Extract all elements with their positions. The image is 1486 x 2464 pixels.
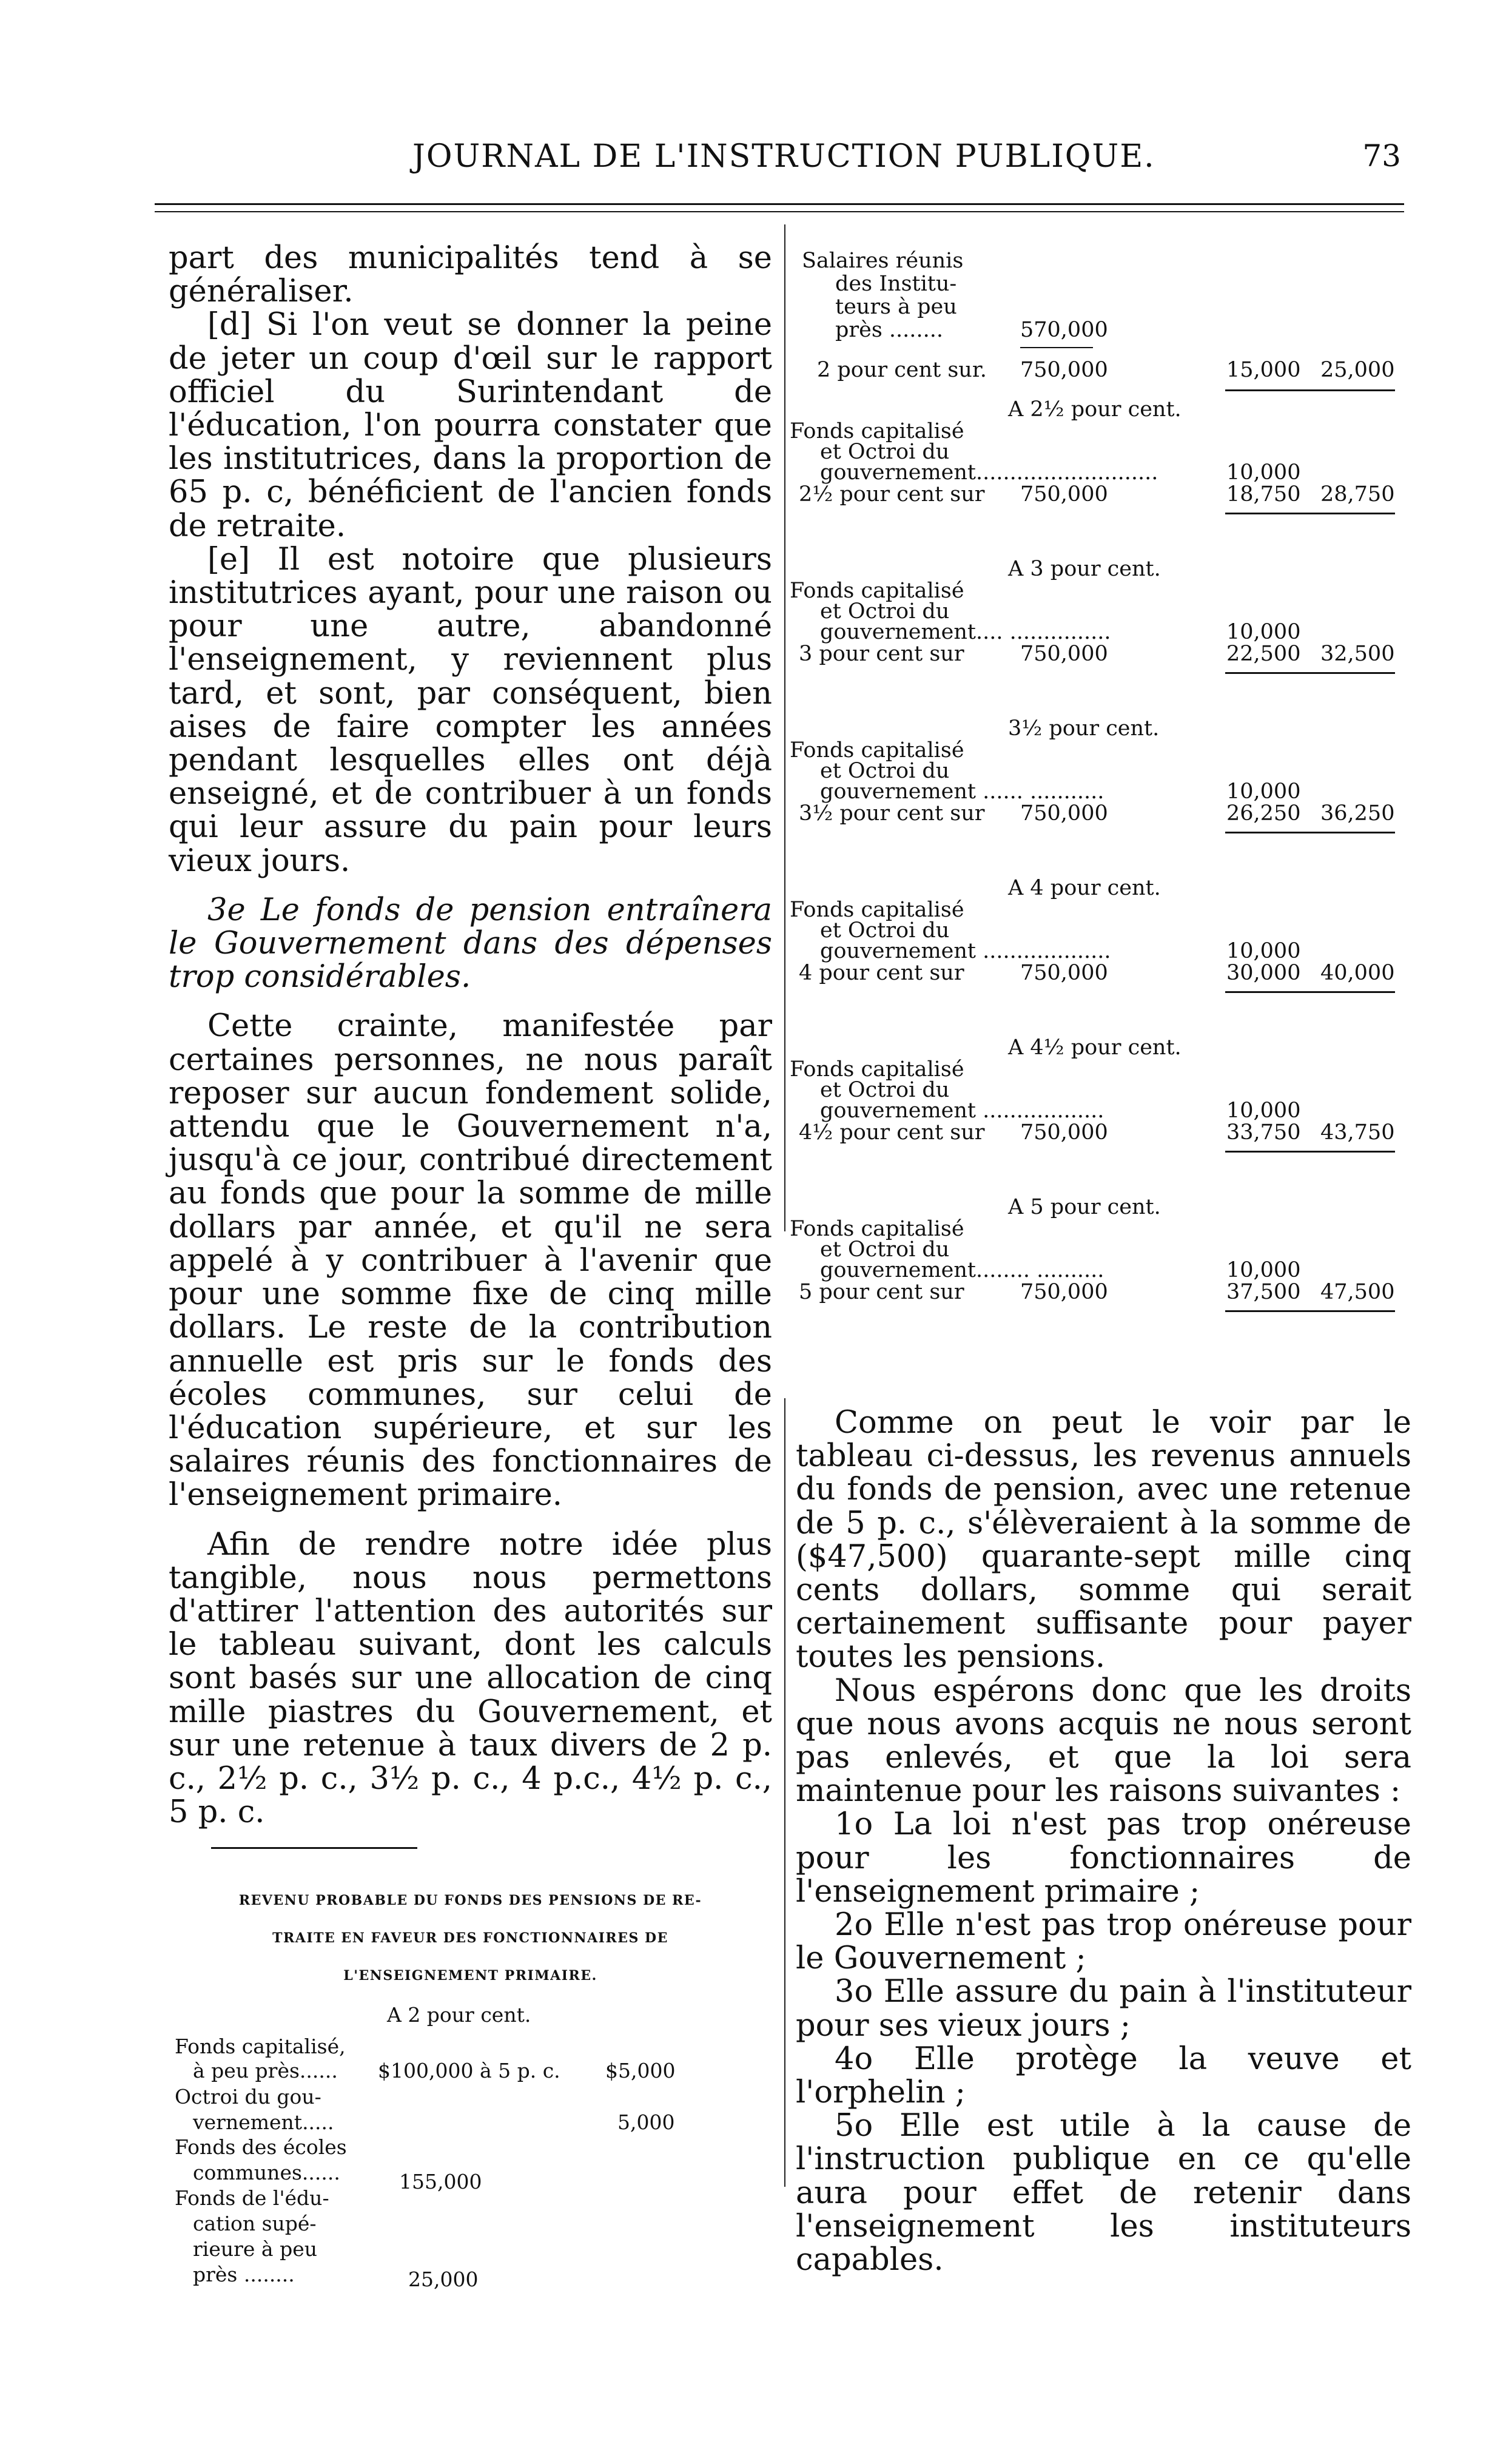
left-column	[169, 241, 772, 2464]
pct-total: 43,750	[1320, 1120, 1395, 1145]
row-label: gouvernement ...... ...........	[820, 779, 1104, 804]
paragraph-esperons: Nous espérons donc que les droits que nous avons acquis ne nous seront pas enlevés, et que la loi sera maintenue pour les raisons suivantes :	[796, 1672, 1411, 1809]
pct-value: 33,750	[1226, 1120, 1301, 1145]
pct-base: 750,000	[1020, 801, 1108, 826]
pct-total: 36,250	[1320, 801, 1395, 826]
salaires-label: teurs à peu	[835, 295, 957, 319]
row-label: Fonds capitalisé	[790, 1217, 964, 1241]
journal-title: JOURNAL DE L'INSTRUCTION PUBLIQUE.	[412, 138, 1155, 175]
pct-base: 750,000	[1020, 642, 1108, 666]
paragraph-continuation: part des municipalités tend à se généraliser.	[169, 240, 772, 310]
pct-line: 2½ pour cent sur	[799, 482, 985, 507]
salaires-amount: 570,000	[1020, 318, 1108, 342]
rate-heading: A 4 pour cent.	[1008, 876, 1161, 900]
table-title-line-1: REVENU PROBABLE DU FONDS DES PENSIONS DE RE-	[238, 1893, 702, 1909]
pct-value: 37,500	[1226, 1280, 1301, 1304]
total-rule	[1225, 1310, 1395, 1312]
pct-value: 18,750	[1226, 482, 1301, 507]
pct-line: 3½ pour cent sur	[799, 801, 985, 826]
reason-1: 1o La loi n'est pas trop onéreuse pour les fonctionnaires de l'enseignement primaire ;	[796, 1806, 1411, 1910]
pct-line: 2 pour cent sur.	[817, 358, 987, 382]
salaires-label: Salaires réunis	[802, 249, 964, 273]
page-number: 73	[1362, 138, 1401, 173]
row-label: Fonds capitalisé,	[175, 2035, 346, 2059]
column-divider-upper	[784, 224, 785, 1231]
table-title	[169, 1882, 772, 1994]
row-label: rieure à peu	[193, 2237, 317, 2261]
total-rule	[1225, 389, 1395, 391]
row-label: près ........	[193, 2263, 295, 2287]
right-column-text	[796, 1406, 1411, 2277]
header-rule-bottom	[155, 211, 1404, 212]
rate-heading: A 4½ pour cent.	[1008, 1035, 1182, 1060]
paragraph-note-e: [e] Il est notoire que plusieurs institutrices ayant, pour une raison ou pour une autre, abandonné l'enseignement, y reviennent plus tard, et sont, par conséquent, bien aises de faire compter les années pendant lesquelles elles ont déjà enseigné, et de contribuer à un fonds qui leur assure du pain pour leurs vieux jours.	[169, 541, 772, 879]
rate-heading: A 2½ pour cent.	[1008, 397, 1182, 422]
row-label: gouvernement.... ...............	[820, 620, 1111, 644]
section-rule	[211, 1847, 417, 1849]
pct-total: 40,000	[1320, 961, 1395, 985]
row-label: Fonds des écoles	[175, 2135, 347, 2159]
row-label: Fonds capitalisé	[790, 1057, 964, 1082]
table-title-line-2: TRAITE EN FAVEUR DES FONCTIONNAIRES DE	[272, 1930, 668, 1947]
row-amount: 25,000	[408, 2267, 479, 2292]
total-rule	[1225, 991, 1395, 993]
grant-amount: 10,000	[1226, 779, 1301, 804]
row-label: à peu près......	[193, 2059, 338, 2083]
total-rule	[1225, 1151, 1395, 1153]
pct-line: 3 pour cent sur	[799, 642, 964, 666]
pct-value: 30,000	[1226, 961, 1301, 985]
row-label: et Octroi du	[820, 599, 950, 624]
pct-line: 4½ pour cent sur	[799, 1120, 985, 1145]
section-heading-3: 3e Le fonds de pension entraînera le Gouvernement dans des dépenses trop considérables.	[169, 892, 772, 995]
pct-base: 750,000	[1020, 358, 1108, 382]
pct-value: 22,500	[1226, 642, 1301, 666]
pct-total: 28,750	[1320, 482, 1395, 507]
table-title-line-3: L'ENSEIGNEMENT PRIMAIRE.	[343, 1968, 597, 1984]
pct-total: 32,500	[1320, 642, 1395, 666]
row-label: gouvernement ...................	[820, 939, 1111, 963]
total-rule	[1225, 513, 1395, 514]
row-amount: $5,000	[605, 2059, 676, 2083]
grant-amount: 10,000	[1226, 460, 1301, 485]
pct-value: 26,250	[1226, 801, 1301, 826]
salaires-label: près ........	[835, 318, 943, 342]
paragraph-note-d: [d] Si l'on veut se donner la peine de jeter un coup d'œil sur le rapport officiel du Surintendant de l'éducation, l'on pourra constater que les institutrices, dans la proportion de 65 p. c, bénéficient de l'ancien fonds de retraite.	[169, 307, 772, 544]
pct-base: 750,000	[1020, 1280, 1108, 1304]
row-label: et Octroi du	[820, 1078, 950, 1102]
row-label: Fonds de l'édu-	[175, 2186, 329, 2210]
grant-amount: 10,000	[1226, 939, 1301, 963]
pct-line: 4 pour cent sur	[799, 961, 964, 985]
row-label: communes......	[193, 2161, 340, 2185]
paragraph-crainte: Cette crainte, manifestée par certaines personnes, ne nous paraît reposer sur aucun fondement solide, attendu que le Gouvernement n'a, jusqu'à ce jour, contribué directement au fonds que pour la somme de mille dollars par année, et qu'il ne sera appelé à y contribuer à l'avenir que pour une somme fixe de cinq mille dollars. Le reste de la contribution annuelle est pris sur le fonds des écoles communes, sur celui de l'éducation supérieure, et sur les salaires réunis des fonctionnaires de l'enseignement primaire.	[169, 1008, 772, 1513]
salaires-label: des Institu-	[835, 272, 957, 296]
row-amount: 5,000	[617, 2110, 675, 2135]
row-label: Fonds capitalisé	[790, 579, 964, 603]
total-rule	[1225, 672, 1395, 674]
paragraph-afin: Afin de rendre notre idée plus tangible, nous nous permettons d'attirer l'attention des autorités sur le tableau suivant, dont les calculs sont basés sur une allocation de cinq mille piastres du Gouvernement, et sur une retenue à taux divers de 2 p. c., 2½ p. c., 3½ p. c., 4 p.c., 4½ p. c., 5 p. c.	[169, 1526, 772, 1831]
row-label: Fonds capitalisé	[790, 898, 964, 922]
reason-5: 5o Elle est utile à la cause de l'instruction publique en ce qu'elle aura pour effet de retenir dans l'enseignement les instituteurs capables.	[796, 2108, 1411, 2278]
page-header	[158, 138, 1401, 181]
row-label: cation supé-	[193, 2212, 317, 2236]
row-label: et Octroi du	[820, 440, 950, 464]
rate-heading: A 2 pour cent.	[387, 2003, 531, 2027]
row-label: et Octroi du	[820, 759, 950, 783]
reason-3: 3o Elle assure du pain à l'instituteur pour ses vieux jours ;	[796, 1974, 1411, 2044]
row-amount: 155,000	[399, 2170, 482, 2194]
pct-value: 15,000	[1226, 358, 1301, 382]
header-rule-top	[155, 203, 1404, 205]
grant-amount: 10,000	[1226, 1099, 1301, 1123]
pct-base: 750,000	[1020, 961, 1108, 985]
row-label: gouvernement........ ..........	[820, 1258, 1104, 1282]
pension-table-right	[790, 231, 1408, 1383]
pct-total: 47,500	[1320, 1280, 1395, 1304]
row-label: gouvernement...........................	[820, 460, 1158, 485]
column-divider-lower	[784, 1398, 785, 2187]
reason-2: 2o Elle n'est pas trop onéreuse pour le Gouvernement ;	[796, 1907, 1411, 1977]
sum-rule	[1020, 347, 1093, 348]
rate-heading: A 5 pour cent.	[1008, 1195, 1161, 1219]
row-label: vernement.....	[193, 2110, 334, 2135]
row-calc: $100,000 à 5 p. c.	[378, 2059, 560, 2083]
pct-base: 750,000	[1020, 1120, 1108, 1145]
row-label: Octroi du gou-	[175, 2085, 321, 2109]
grant-amount: 10,000	[1226, 620, 1301, 644]
rate-heading: A 3 pour cent.	[1008, 557, 1161, 581]
grant-amount: 10,000	[1226, 1258, 1301, 1282]
pct-line: 5 pour cent sur	[799, 1280, 964, 1304]
row-label: Fonds capitalisé	[790, 419, 964, 443]
total-rule	[1225, 832, 1395, 833]
pension-table-left	[169, 2003, 772, 2464]
paragraph-comme: Comme on peut le voir par le tableau ci-dessus, les revenus annuels du fonds de pension, avec une retenue de 5 p. c., s'élèveraient à la somme de ($47,500) quarante-sept mille cinq cents dollars, somme qui serait certainement suffisante pour payer toutes les pensions.	[796, 1405, 1411, 1675]
pct-base: 750,000	[1020, 482, 1108, 507]
rate-heading: 3½ pour cent.	[1008, 716, 1160, 741]
row-label: gouvernement ..................	[820, 1099, 1104, 1123]
reason-4: 4o Elle protège la veuve et l'orphelin ;	[796, 2041, 1411, 2111]
row-label: et Octroi du	[820, 1237, 950, 1262]
row-label: et Octroi du	[820, 918, 950, 943]
pct-total: 25,000	[1320, 358, 1395, 382]
row-label: Fonds capitalisé	[790, 738, 964, 762]
